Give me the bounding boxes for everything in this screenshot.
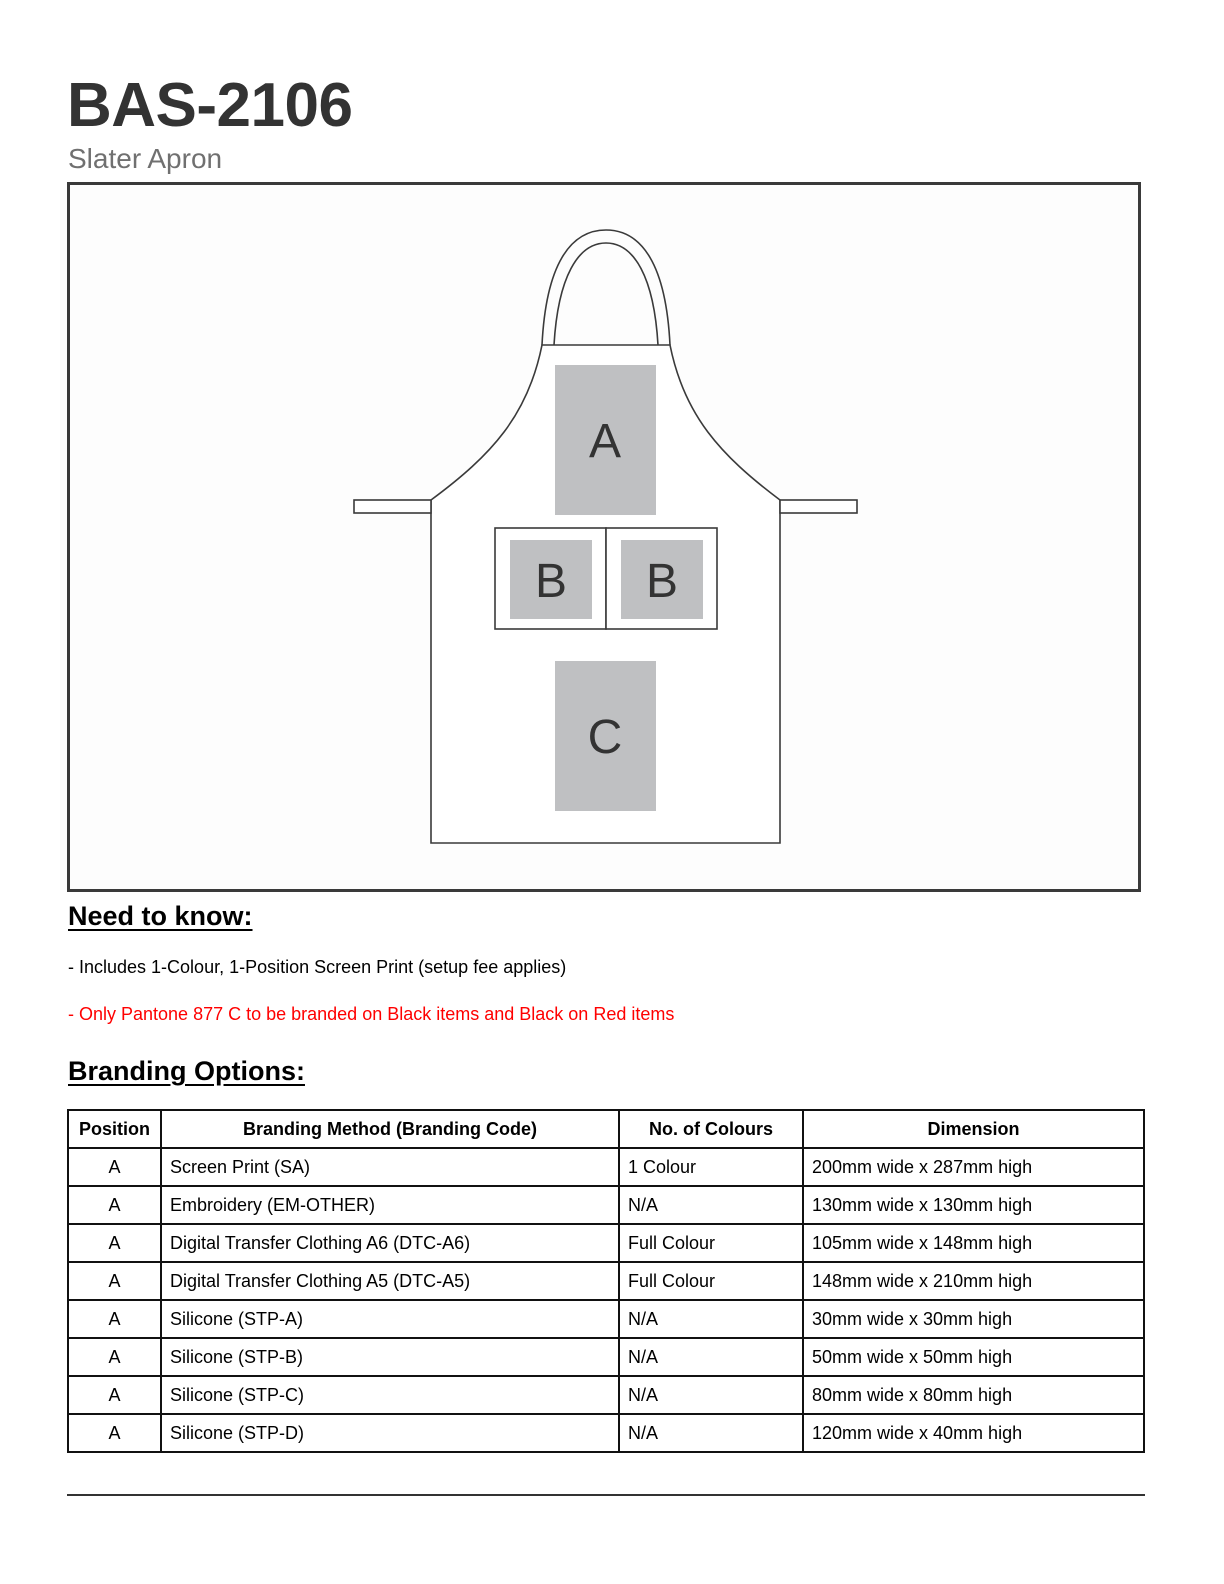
apron-diagram	[70, 185, 1138, 889]
footer-divider	[67, 1494, 1145, 1496]
neck-strap-outer	[542, 230, 670, 345]
table-row	[68, 1338, 1144, 1376]
column-header-dimension: Dimension	[803, 1110, 1144, 1148]
table-row	[68, 1262, 1144, 1300]
cell-position: A	[68, 1376, 161, 1414]
cell-method: Digital Transfer Clothing A5 (DTC-A5)	[161, 1262, 619, 1300]
cell-position: A	[68, 1148, 161, 1186]
cell-method: Digital Transfer Clothing A6 (DTC-A6)	[161, 1224, 619, 1262]
cell-position: A	[68, 1224, 161, 1262]
column-header-colours: No. of Colours	[619, 1110, 803, 1148]
cell-method: Silicone (STP-D)	[161, 1414, 619, 1452]
cell-position: A	[68, 1262, 161, 1300]
cell-method: Silicone (STP-B)	[161, 1338, 619, 1376]
cell-dimension: 120mm wide x 40mm high	[803, 1414, 1144, 1452]
table-row	[68, 1300, 1144, 1338]
cell-colours: N/A	[619, 1414, 803, 1452]
cell-method: Silicone (STP-A)	[161, 1300, 619, 1338]
cell-position: A	[68, 1186, 161, 1224]
neck-strap-inner	[554, 243, 658, 345]
product-name: Slater Apron	[68, 143, 223, 174]
position-label-b-left: B	[534, 555, 568, 608]
cell-colours: Full Colour	[619, 1262, 803, 1300]
cell-colours: N/A	[619, 1300, 803, 1338]
cell-colours: Full Colour	[619, 1224, 803, 1262]
cell-dimension: 105mm wide x 148mm high	[803, 1224, 1144, 1262]
cell-position: A	[68, 1414, 161, 1452]
table-row	[68, 1148, 1144, 1186]
cell-dimension: 200mm wide x 287mm high	[803, 1148, 1144, 1186]
cell-colours: N/A	[619, 1376, 803, 1414]
left-waist-tie	[354, 500, 431, 513]
cell-colours: 1 Colour	[619, 1148, 803, 1186]
need-to-know-heading: Need to know:	[68, 901, 253, 931]
product-code: BAS-2106	[67, 71, 353, 140]
cell-dimension: 80mm wide x 80mm high	[803, 1376, 1144, 1414]
cell-method: Screen Print (SA)	[161, 1148, 619, 1186]
table-row	[68, 1186, 1144, 1224]
table-row	[68, 1376, 1144, 1414]
position-label-b-right: B	[645, 555, 679, 608]
cell-colours: N/A	[619, 1338, 803, 1376]
table-row	[68, 1224, 1144, 1262]
cell-position: A	[68, 1338, 161, 1376]
note-screen-print: - Includes 1-Colour, 1-Position Screen Print (setup fee applies)	[68, 957, 567, 977]
position-label-c: C	[587, 711, 623, 764]
cell-method: Silicone (STP-C)	[161, 1376, 619, 1414]
branding-options-table	[67, 1109, 1145, 1453]
cell-dimension: 30mm wide x 30mm high	[803, 1300, 1144, 1338]
cell-colours: N/A	[619, 1186, 803, 1224]
column-header-method: Branding Method (Branding Code)	[161, 1110, 619, 1148]
note-pantone-warning: - Only Pantone 877 C to be branded on Black items and Black on Red items	[68, 1004, 675, 1024]
cell-dimension: 148mm wide x 210mm high	[803, 1262, 1144, 1300]
cell-method: Embroidery (EM-OTHER)	[161, 1186, 619, 1224]
position-label-a: A	[588, 415, 622, 468]
column-header-position: Position	[68, 1110, 161, 1148]
branding-options-heading: Branding Options:	[68, 1056, 305, 1086]
cell-dimension: 50mm wide x 50mm high	[803, 1338, 1144, 1376]
cell-position: A	[68, 1300, 161, 1338]
right-waist-tie	[780, 500, 857, 513]
cell-dimension: 130mm wide x 130mm high	[803, 1186, 1144, 1224]
table-header-row	[68, 1110, 1144, 1148]
apron-diagram-frame	[67, 182, 1141, 892]
table-row	[68, 1414, 1144, 1452]
